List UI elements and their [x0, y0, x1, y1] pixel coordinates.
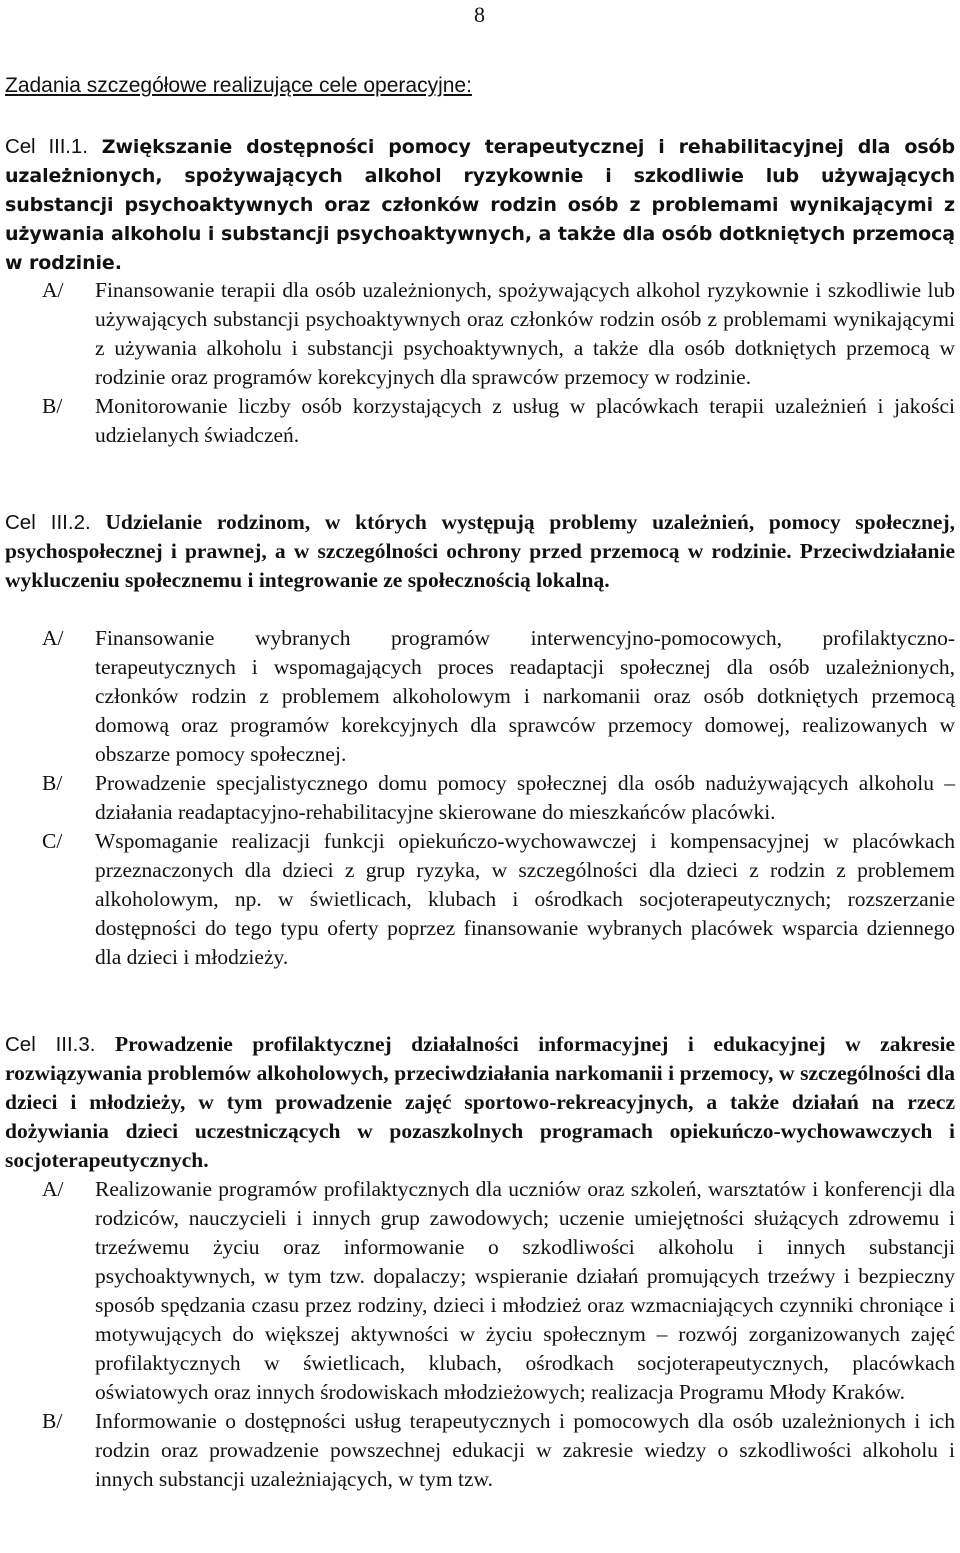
- task-text: Informowanie o dostępności usług terapeutycznych i pomocowych dla osób uzależnionych i ich rodzin oraz prowadzenie powszechnej edukacji w zakresie wiedzy o szkodliwości alkoholu i innych substancji uzależniających, w tym tzw.: [95, 1409, 955, 1491]
- task-letter: B/: [42, 1409, 63, 1433]
- task-letter: B/: [42, 394, 63, 418]
- goal-title: Udzielanie rodzinom, w których występują problemy uzależnień, pomocy społecznej, psychospołecznej i prawnej, a w szczególności ochrony przed przemocą w rodzinie. Przeciwdziałanie wykluczeniu społecznemu i integrowanie ze społecznością lokalną.: [5, 510, 955, 592]
- task-item: [42, 1407, 955, 1494]
- task-item: [42, 624, 955, 769]
- goal-1-tasks: [42, 276, 955, 450]
- task-letter: A/: [42, 278, 64, 302]
- task-letter: A/: [42, 626, 64, 650]
- goal-heading-1: [5, 132, 955, 278]
- goal-label: Cel III.1.: [5, 135, 88, 158]
- task-item: [42, 392, 955, 450]
- task-text: Prowadzenie specjalistycznego domu pomocy społecznej dla osób nadużywających alkoholu – działania readaptacyjno-rehabilitacyjne skierowane do mieszkańców placówki.: [95, 771, 955, 824]
- task-text: Finansowanie wybranych programów interwencyjno-pomocowych, profilaktyczno-terapeutycznych i wspomagających proces readaptacji społecznej dla osób uzależnionych, członków rodzin z problemem alkoholowym i narkomanii oraz osób dotkniętych przemocą domową oraz programów korekcyjnych dla sprawców przemocy domowej, realizowanych w obszarze pomocy społecznej.: [95, 626, 955, 766]
- goal-title: Prowadzenie profilaktycznej działalności informacyjnej i edukacyjnej w zakresie rozwiązywania problemów alkoholowych, przeciwdziałania narkomanii i przemocy, w szczególności dla dzieci i młodzieży, w tym prowadzenie zajęć sportowo-rekreacyjnych, a także działań na rzecz dożywiania dzieci uczestniczących w pozaszkolnych programach opiekuńczo-wychowawczych i socjoterapeutycznych.: [5, 1032, 956, 1172]
- task-text: Wspomaganie realizacji funkcji opiekuńczo-wychowawczej i kompensacyjnej w placówkach przeznaczonych dla dzieci z grup ryzyka, w szczególności dla dzieci z rodzin z problemem alkoholowym, np. w świetlicach, klubach i ośrodkach socjoterapeutycznych; rozszerzanie dostępności do tego typu oferty poprzez finansowanie wybranych placówek wsparcia dziennego dla dzieci i młodzieży.: [95, 829, 955, 969]
- task-item: [42, 276, 955, 392]
- task-item: [42, 827, 955, 972]
- goal-heading-3: [5, 1030, 955, 1175]
- page-number: 8: [474, 2, 485, 27]
- goal-2-tasks: [42, 624, 955, 972]
- task-letter: A/: [42, 1177, 64, 1201]
- task-letter: B/: [42, 771, 63, 795]
- goal-3-tasks: [42, 1175, 955, 1494]
- goal-label: Cel III.3.: [5, 1033, 96, 1056]
- task-letter: C/: [42, 829, 63, 853]
- goal-heading-2: [5, 508, 955, 595]
- section-heading: Zadania szczegółowe realizujące cele operacyjne:: [5, 74, 472, 97]
- task-text: Finansowanie terapii dla osób uzależnionych, spożywających alkohol ryzykownie i szkodliwie lub używających substancji psychoaktywnych oraz członków rodzin osób z problemami wynikającymi z używania alkoholu i substancji psychoaktywnych, a także dla osób dotkniętych przemocą w rodzinie oraz programów korekcyjnych dla sprawców przemocy w rodzinie.: [95, 278, 955, 389]
- task-item: [42, 1175, 955, 1407]
- task-text: Monitorowanie liczby osób korzystających z usług w placówkach terapii uzależnień i jakości udzielanych świadczeń.: [95, 394, 955, 447]
- goal-title: Zwiększanie dostępności pomocy terapeutycznej i rehabilitacyjnej dla osób uzależnionych, spożywających alkohol ryzykownie i szkodliwie lub używających substancji psychoaktywnych oraz członków rodzin osób z problemami wynikającymi z używania alkoholu i substancji psychoaktywnych, a także dla osób dotkniętych przemocą w rodzinie.: [5, 136, 955, 274]
- goal-label: Cel III.2.: [5, 511, 91, 534]
- task-text: Realizowanie programów profilaktycznych dla uczniów oraz szkoleń, warsztatów i konferencji dla rodziców, nauczycieli i innych grup zawodowych; uczenie umiejętności służących zdrowemu i trzeźwemu życiu oraz informowanie o szkodliwości alkoholu i innych substancji psychoaktywnych, w tym tzw. dopalaczy; wspieranie działań promujących trzeźwy i bezpieczny sposób spędzania czasu przez rodziny, dzieci i młodzież oraz wzmacniających czynniki chroniące i motywujących do większej aktywności w życiu społecznym – rozwój zorganizowanych zajęć profilaktycznych w świetlicach, klubach, ośrodkach socjoterapeutycznych, placówkach oświatowych oraz innych środowiskach młodzieżowych; realizacja Programu Młody Kraków.: [95, 1177, 955, 1404]
- task-item: [42, 769, 955, 827]
